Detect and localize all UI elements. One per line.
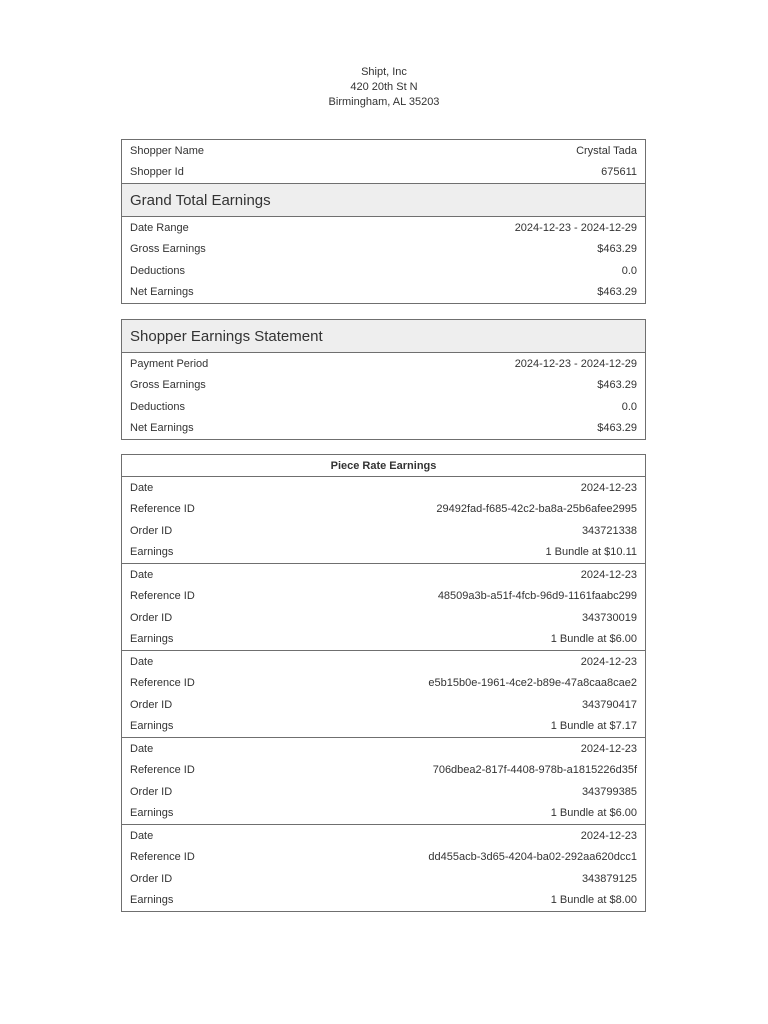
date-value: 2024-12-23 (580, 742, 637, 755)
order-label: Order ID (130, 785, 173, 798)
date-label: Date (130, 568, 154, 581)
date-value: 2024-12-23 (580, 481, 637, 494)
piece-rate-entry (122, 738, 645, 825)
row-label: Gross Earnings (130, 379, 206, 392)
shopper-name-row (122, 140, 645, 162)
earnings-value: 1 Bundle at $8.00 (550, 894, 637, 907)
grand-total-box (121, 139, 646, 304)
shopper-id-label: Shopper Id (130, 166, 184, 179)
row-value: 0.0 (621, 264, 637, 277)
company-name: Shipt, Inc (361, 66, 407, 78)
date-value: 2024-12-23 (580, 655, 637, 668)
order-value: 343799385 (581, 785, 637, 798)
entry-earnings-row (122, 803, 645, 825)
row-label: Net Earnings (130, 422, 194, 435)
earnings-value: 1 Bundle at $6.00 (550, 633, 637, 646)
statement-row (122, 396, 645, 418)
grand-total-row (122, 282, 645, 304)
entry-earnings-row (122, 716, 645, 738)
piece-rate-entry (122, 825, 645, 911)
grand-total-row (122, 217, 645, 239)
entry-date-row (122, 825, 645, 847)
shopper-id-value: 675611 (601, 166, 637, 179)
reference-label: Reference ID (130, 503, 195, 516)
row-value: $463.29 (597, 422, 637, 435)
row-value: $463.29 (597, 379, 637, 392)
entry-earnings-row (122, 629, 645, 651)
entry-earnings-row (122, 890, 645, 912)
row-label: Gross Earnings (130, 243, 206, 256)
grand-total-row (122, 239, 645, 261)
order-label: Order ID (130, 872, 173, 885)
row-label: Deductions (130, 400, 186, 413)
reference-label: Reference ID (130, 677, 195, 690)
company-street: 420 20th St N (350, 81, 418, 93)
row-value: 0.0 (621, 400, 637, 413)
order-label: Order ID (130, 524, 173, 537)
piece-rate-entry (122, 477, 645, 564)
piece-rate-entry (122, 564, 645, 651)
earnings-value: 1 Bundle at $7.17 (550, 720, 637, 733)
entry-order-row (122, 781, 645, 803)
grand-total-row (122, 260, 645, 282)
reference-label: Reference ID (130, 764, 195, 777)
row-value: 2024-12-23 - 2024-12-29 (514, 221, 637, 234)
statement-row (122, 375, 645, 397)
statement-title: Shopper Earnings Statement (122, 320, 645, 353)
entry-date-row (122, 564, 645, 586)
entry-date-row (122, 477, 645, 499)
entry-reference-row (122, 499, 645, 521)
company-header (0, 65, 768, 110)
entry-order-row (122, 868, 645, 890)
date-label: Date (130, 655, 154, 668)
reference-value: 29492fad-f685-42c2-ba8a-25b6afee2995 (436, 503, 637, 516)
order-label: Order ID (130, 698, 173, 711)
row-label: Date Range (130, 221, 189, 234)
reference-value: e5b15b0e-1961-4ce2-b89e-47a8caa8cae2 (428, 677, 637, 690)
grand-total-title: Grand Total Earnings (122, 183, 645, 217)
date-value: 2024-12-23 (580, 568, 637, 581)
order-value: 343879125 (581, 872, 637, 885)
row-value: $463.29 (597, 243, 637, 256)
entry-order-row (122, 607, 645, 629)
entry-order-row (122, 694, 645, 716)
statement-row (122, 353, 645, 375)
row-value: $463.29 (597, 286, 637, 299)
date-label: Date (130, 829, 154, 842)
shopper-name-value: Crystal Tada (576, 144, 637, 157)
row-label: Deductions (130, 264, 186, 277)
company-city: Birmingham, AL 35203 (328, 96, 440, 108)
date-value: 2024-12-23 (580, 829, 637, 842)
row-label: Net Earnings (130, 286, 194, 299)
entry-earnings-row (122, 542, 645, 564)
entry-reference-row (122, 673, 645, 695)
shopper-name-label: Shopper Name (130, 144, 204, 157)
order-value: 343790417 (581, 698, 637, 711)
earnings-label: Earnings (130, 720, 174, 733)
reference-value: 48509a3b-a51f-4fcb-96d9-1161faabc299 (437, 590, 637, 603)
entry-reference-row (122, 760, 645, 782)
earnings-label: Earnings (130, 807, 174, 820)
entry-reference-row (122, 586, 645, 608)
reference-value: 706dbea2-817f-4408-978b-a1815226d35f (432, 764, 637, 777)
entry-reference-row (122, 847, 645, 869)
order-value: 343730019 (581, 611, 637, 624)
row-value: 2024-12-23 - 2024-12-29 (514, 357, 637, 370)
statement-box (121, 319, 646, 440)
piece-rate-title: Piece Rate Earnings (122, 455, 645, 477)
earnings-label: Earnings (130, 894, 174, 907)
reference-label: Reference ID (130, 851, 195, 864)
entry-date-row (122, 738, 645, 760)
entry-date-row (122, 651, 645, 673)
earnings-value: 1 Bundle at $10.11 (545, 546, 637, 559)
piece-rate-entry (122, 651, 645, 738)
statement-row (122, 418, 645, 440)
earnings-label: Earnings (130, 633, 174, 646)
date-label: Date (130, 742, 154, 755)
row-label: Payment Period (130, 357, 209, 370)
earnings-value: 1 Bundle at $6.00 (550, 807, 637, 820)
order-label: Order ID (130, 611, 173, 624)
order-value: 343721338 (581, 524, 637, 537)
entry-order-row (122, 520, 645, 542)
earnings-label: Earnings (130, 546, 174, 559)
date-label: Date (130, 481, 154, 494)
reference-label: Reference ID (130, 590, 195, 603)
piece-rate-box (121, 454, 646, 912)
reference-value: dd455acb-3d65-4204-ba02-292aa620dcc1 (428, 851, 637, 864)
shopper-id-row (122, 162, 645, 184)
